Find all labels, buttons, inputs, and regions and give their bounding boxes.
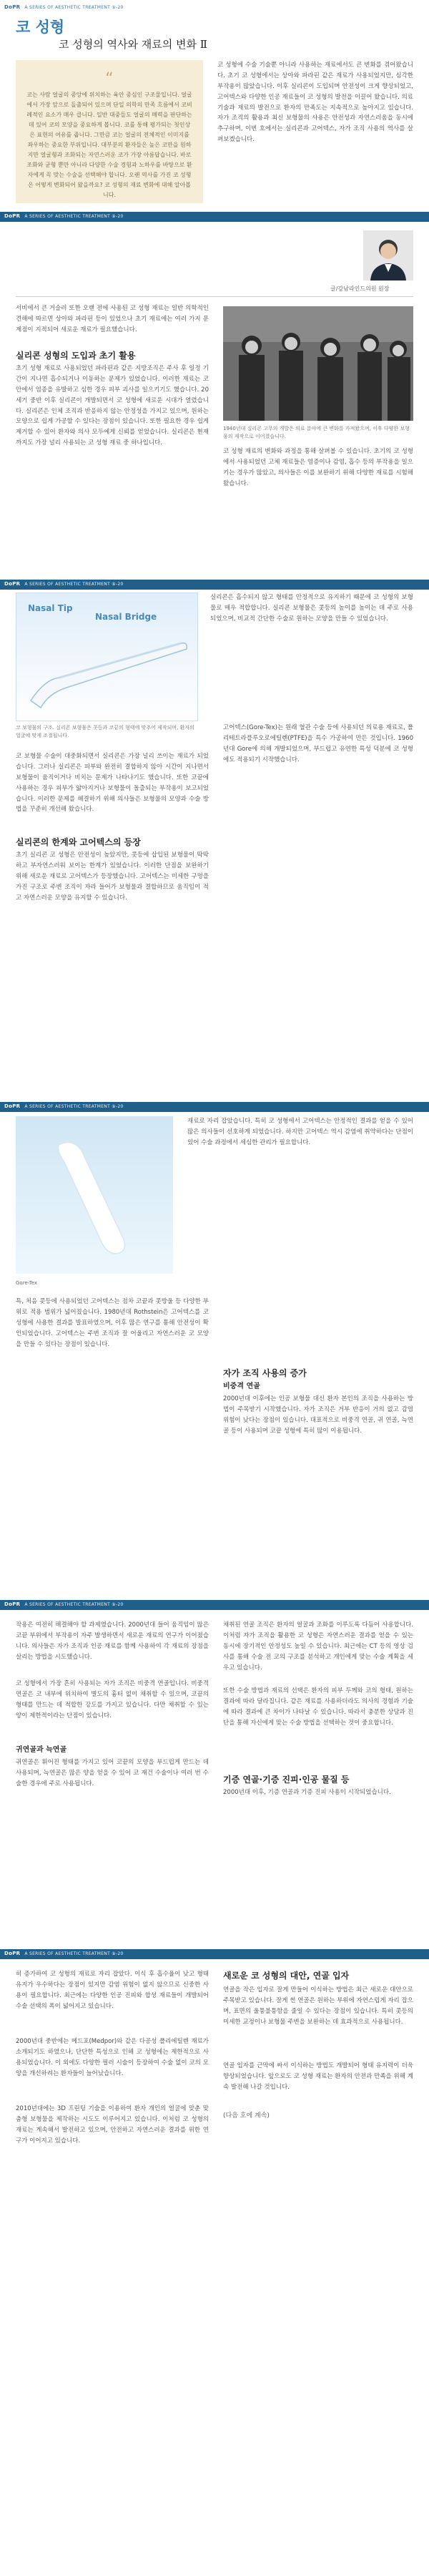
section4-right-text-2: 또한 수술 방법과 재료의 선택은 환자의 피부 두께와 코의 형태, 원하는 결과에 따라 달라집니다. 같은 재료를 사용하더라도 의사의 경험과 기술에 따라 결과에 큰 차이가 나타날 수 있습니다. 따라서 충분한 상담과 진단을 통해 자신에게 맞는 수술 방법을 선택하는 것이 중요합니다. <box>223 1687 413 1727</box>
article-title: 코 성형 <box>16 19 65 36</box>
brand-logo: DoPR <box>4 213 21 220</box>
header-band <box>0 3 429 13</box>
section2-right-text: 실리콘은 흡수되지 않고 형태를 안정적으로 유지하기 때문에 코 성형의 보형물로 매우 적합합니다. 실리콘 보형물은 콧등의 높이를 높이는 데 주로 사용되었으며, 비교적 간단한 수술로 원하는 모양을 만들 수 있었습니다. <box>210 594 413 623</box>
section4-left-text-3: 귀연골은 휘어진 형태를 가지고 있어 코끝의 모양을 부드럽게 만드는 데 사용되며, 늑연골은 많은 양을 얻을 수 있어 코 재건 수술이나 여러 번 수술한 경우에 주로 사용됩니다. <box>16 1759 209 1787</box>
gore-tex-caption: Gore-Tex <box>16 1280 38 1286</box>
brand-logo: DoPR <box>4 1951 21 1957</box>
section3-subheading: 비중격 연골 <box>223 1382 260 1390</box>
section5-left-text-3: 2010년대에는 3D 프린팅 기술을 이용하여 환자 개인의 얼굴에 맞춘 맞춤형 보형물을 제작하는 시도도 이루어지고 있습니다. 이처럼 코 성형의 재료는 계속해서 발전하고 있으며, 안전하고 자연스러운 결과를 위한 연구가 이어지고 있습니다. <box>16 2105 209 2145</box>
section4-right-text-3: 2000년대 이후, 기증 연골과 기증 진피 사용이 시작되었습니다. <box>223 1789 391 1796</box>
section2-body: 코 보형물 수술이 대중화되면서 실리콘은 가장 널리 쓰이는 재료가 되었습니다. 그러나 실리콘은 피부와 완전히 결합하지 않아 시간이 지나면서 보형물이 움직이거나 비치는 문제가 나타나기도 했습니다. 또한 코끝에 사용하는 경우 피부가 얇아지거나 보형물이 돌출되는 부작용이 보고되었습니다. 이러한 문제를 해결하기 위해 의사들은 보형물의 모양과 수술 방법을 꾸준히 개선해 왔습니다. <box>16 753 209 814</box>
to-be-continued: (다음 호에 계속) <box>223 2112 270 2119</box>
historic-photo <box>223 306 413 421</box>
section3-right-text: 재료로 자리 잡았습니다. 특히 코 성형에서 고어텍스는 안정적인 결과를 얻을 수 있어 많은 의사들이 선호하게 되었습니다. 하지만 고어텍스 역시 감염에 취약하다는 단점이 있어 수술 과정에서 세심한 관리가 필요합니다. <box>187 1118 413 1146</box>
brand-logo: DoPR <box>4 4 21 11</box>
gore-tex-figure <box>16 1116 173 1274</box>
section3-body: 특, 처음 콧등에 사용되었던 고어텍스는 점차 코끝과 콧방울 등 다양한 부위로 적용 범위가 넓어졌습니다. 1980년대 Rothstein은 고어텍스를 코 성형에 사용한 결과를 발표하였으며, 이후 많은 연구를 통해 안전성이 확인되었습니다. 고어텍스는 주변 조직과 잘 어울리고 자연스러운 코 모양을 만들 수 있다는 장점이 있습니다. <box>16 1298 209 1348</box>
section4-left-text: 작용은 여전히 해결해야 할 과제였습니다. 2000년대 들어 움직임이 많은 코끝 부위에서 부작용이 자주 발생하면서 새로운 재료의 연구가 이어졌습니다. 의사들은 자가 조직과 인공 재료를 함께 사용하여 각 재료의 장점을 살리는 방법을 시도했습니다. <box>16 1621 209 1661</box>
section5-left-text-2: 2000년대 중반에는 메드포(Medpor)와 같은 다공성 폴리에틸렌 재료가 소개되기도 하였으나, 단단한 특성으로 인해 코 성형에는 제한적으로 사용되었습니다. 이 외에도 다양한 필러 시술이 등장하여 수술 없이 코의 모양을 개선하려는 환자들이 늘어났습니다. <box>16 2038 209 2077</box>
section1-right-text: 코 성형 재료의 변화와 과정을 통해 살펴볼 수 있습니다. 초기의 코 성형에서 사용되었던 고체 재료들은 염증이나 감염, 흡수 등의 부작용을 일으키는 경우가 많았고, 의사들은 이를 보완하기 위해 다양한 재료를 시험해 왔습니다. <box>223 448 413 487</box>
section4-right-text: 채취된 연골 조직은 환자의 얼굴과 조화를 이루도록 다듬어 사용합니다. 이처럼 자가 조직을 활용한 코 성형은 자연스러운 결과를 얻을 수 있는 동시에 장기적인 안정성도 높일 수 있습니다. 최근에는 CT 등의 영상 검사를 통해 수술 전 코의 구조를 분석하고 개인에게 맞는 수술 계획을 세우고 있습니다. <box>223 1621 413 1672</box>
section5-left-text: 히 증가하여 코 성형의 재료로 자리 잡았다. 이식 후 흡수율이 낮고 형태 유지가 우수하다는 장점이 있지만 감염 위험이 없지 않으므로 신중한 사용이 필요합니다. 최근에는 다양한 인공 진피와 합성 재료들이 개발되어 수술 선택의 폭이 넓어지고 있습니다. <box>16 1971 209 2010</box>
series-label: A SERIES OF AESTHETIC TREATMENT ⑨-20 <box>24 214 124 220</box>
series-label: A SERIES OF AESTHETIC TREATMENT ⑨-20 <box>24 1104 124 1110</box>
section4-left-heading: 귀연골과 늑연골 <box>16 1746 67 1754</box>
section3-body-2: 2000년대 이후에는 인공 보형물 대신 환자 본인의 조직을 사용하는 방법이 주목받기 시작했습니다. 자가 조직은 거부 반응이 거의 없고 감염 위험이 낮다는 장점이 있습니다. 대표적으로 비중격 연골, 귀 연골, 늑연골 등이 사용되며 코끝 성형에 특히 많이 이용됩니다. <box>223 1395 413 1435</box>
brand-logo: DoPR <box>4 581 21 587</box>
author-photo <box>363 230 413 280</box>
section5-right-text: 연골을 작은 입자로 잘게 만들어 이식하는 방법은 최근 새로운 대안으로 주목받고 있습니다. 잘게 썬 연골은 원하는 부위에 자연스럽게 자리 잡으며, 표면의 울퉁불퉁함을 줄일 수 있다는 장점이 있습니다. 특히 콧등의 미세한 교정이나 보형물 주변을 보완하는 데 효과적으로 사용됩니다. <box>223 1986 413 2026</box>
intro-right-text: 코 성형에 수술 기술뿐 아니라 사용하는 재료에서도 큰 변화를 겪어왔습니다. 초기 코 성형에서는 상아와 파라핀 같은 재료가 사용되었지만, 심각한 부작용이 많았습니다. 이후 실리콘이 도입되며 안전성이 크게 향상되었고, 고어텍스와 다양한 인공 재료들이 코 성형의 발전을 이끌어 왔습니다. 의료 기술과 재료의 발전으로 환자의 만족도는 지속적으로 높아지고 있습니다. 자가 조직의 활용과 최신 보형물의 사용은 안전성과 자연스러움을 동시에 추구하며, 이번 호에서는 실리콘과 고어텍스, 자가 조직 사용의 역사를 살펴보겠습니다. <box>217 62 413 144</box>
section-band <box>0 1102 429 1112</box>
divider <box>16 296 413 297</box>
intro-quote-box <box>16 60 203 203</box>
historic-photo-caption: 1940년대 실리콘 고무의 개발은 의료 분야에 큰 변화를 가져왔으며, 이후 다양한 보형물의 제작으로 이어졌습니다. <box>223 426 410 439</box>
section1-body: 초기 성형 재료로 사용되었던 파라핀과 같은 지방조직은 주사 후 일정 기간이 지나면 흡수되거나 이동하는 문제가 있었습니다. 이러한 재료는 코 안에서 염증을 유발하고 심한 경우 피부 괴사를 일으키기도 했습니다. 20세기 중반 이후 실리콘이 개발되면서 코 성형에 새로운 시대가 열렸습니다. 실리콘은 인체 조직과 반응하지 않는 안정성을 가지고 있으며, 원하는 모양으로 쉽게 가공할 수 있다는 장점이 있습니다. 또한 필요한 경우 쉽게 제거할 수 있어 환자와 의사 모두에게 신뢰를 얻었습니다. 실리콘은 현재까지도 가장 널리 사용되는 코 성형 재료 중 하나입니다. <box>16 365 209 447</box>
section1-lead: 서비에서 큰 거슬러 또한 오랜 전에 사용된 코 성형 재료는 일반 의학적인 견해에 따르면 상아와 파라핀 등이 있었으나 초기 재료에는 여러 가지 문제점이 지적되어 새로운 재료가 필요했습니다. <box>16 305 209 333</box>
section1-heading: 실리콘 성형의 도입과 초기 활용 <box>16 351 136 361</box>
section2-heading: 실리콘의 한계와 고어텍스의 등장 <box>16 837 141 847</box>
series-label: A SERIES OF AESTHETIC TREATMENT ⑨-20 <box>24 5 124 11</box>
section3-heading: 자가 조직 사용의 증가 <box>223 1368 307 1378</box>
section5-right-text-2: 연골 입자를 근막에 싸서 이식하는 방법도 개발되어 형태 유지력이 더욱 향상되었습니다. 앞으로도 코 성형 재료는 환자의 안전과 만족을 위해 계속 발전해 나갈 것입니다. <box>223 2062 413 2091</box>
series-label: A SERIES OF AESTHETIC TREATMENT ⑨-20 <box>24 1602 124 1608</box>
brand-logo: DoPR <box>4 1103 21 1110</box>
nasal-tip-label: Nasal Tip <box>28 603 73 613</box>
section4-left-text-2: 코 성형에서 가장 흔히 사용되는 자가 조직은 비중격 연골입니다. 비중격 연골은 코 내부에 위치하여 별도의 흉터 없이 채취할 수 있으며, 코끝의 형태를 만드는 데 적합한 강도를 가지고 있습니다. 다만 채취할 수 있는 양이 제한적이라는 단점이 있습니다. <box>16 1680 209 1719</box>
quote-mark-icon: “ <box>105 70 114 88</box>
section5-heading: 새로운 코 성형의 대안, 연골 입자 <box>223 1971 350 1981</box>
nasal-implant-figure <box>16 592 198 721</box>
section-band <box>0 212 429 222</box>
section-band <box>0 580 429 590</box>
author-name: 글/강남라인드의원 원장 <box>330 286 390 292</box>
nasal-bridge-label: Nasal Bridge <box>95 612 157 622</box>
series-label: A SERIES OF AESTHETIC TREATMENT ⑨-20 <box>24 582 124 587</box>
section4-right-heading: 기증 연골·기증 진피·인공 물질 등 <box>223 1775 350 1785</box>
section2-right-text-2: 고어텍스(Gore-Tex)는 원래 혈관 수술 등에 사용되던 의료용 재료로, 폴리테트라플루오로에틸렌(PTFE)을 특수 가공하여 만든 것입니다. 1960년대 Gore에 의해 개발되었으며, 부드럽고 유연한 특성 덕분에 코 성형에도 적용되기 시작했습니다. <box>223 724 413 763</box>
intro-quote-text: 코는 사람 얼굴의 중앙에 위치하는 육안 중심인 구조물입니다. 얼굴에서 가장 앞으로 돌출되어 있으며 단일 의학의 만족 흐름에서 코비례적인 요소가 매우 큽니다. 일반 대중들도 얼굴의 매력을 판단하는 데 있어 코의 모양을 중요하게 봅니다. 코를 통해 평가되는 첫인상은 표현의 여유를 줍니다. 그만큼 코는 얼굴의 전체적인 이미지를 좌우하는 중요한 부위입니다. 대부분의 환자들은 높은 코만을 원하지만 얼굴형과 조화되는 자연스러운 코가 가장 아름답습니다. 바로 조화와 균형 뿐만 아니라 다양한 수술 경험과 노하우를 바탕으로 환자에게 꼭 맞는 수술을 선택해야 합니다. 오랜 역사를 가진 코 성형은 어떻게 변화되어 왔을까요? 코 성형의 재료 변화에 대해 알아봅니다. <box>26 92 192 198</box>
section-band <box>0 1600 429 1610</box>
brand-logo: DoPR <box>4 1601 21 1608</box>
implant-figure-caption: 코 보형물의 구조. 실리콘 보형물은 콧등과 코끝의 형태에 맞추어 제작되며, 환자의 얼굴에 맞게 조절됩니다. <box>16 725 194 738</box>
series-label: A SERIES OF AESTHETIC TREATMENT ⑨-20 <box>24 1951 124 1957</box>
section2-body-2: 초기 실리콘 코 성형은 안전성이 높았지만, 콧등에 삽입된 보형물이 딱딱하고 부자연스러워 보이는 한계가 있었습니다. 이러한 단점을 보완하기 위해 새로운 재료로 고어텍스가 등장했습니다. 고어텍스는 미세한 구멍을 가진 구조로 주변 조직이 자라 들어가 보형물과 결합하므로 움직임이 적고 자연스러운 모양을 유지할 수 있습니다. <box>16 852 209 902</box>
section-band <box>0 1949 429 1959</box>
article-subtitle: 코 성형의 역사와 재료의 변화 Ⅱ <box>59 38 207 51</box>
